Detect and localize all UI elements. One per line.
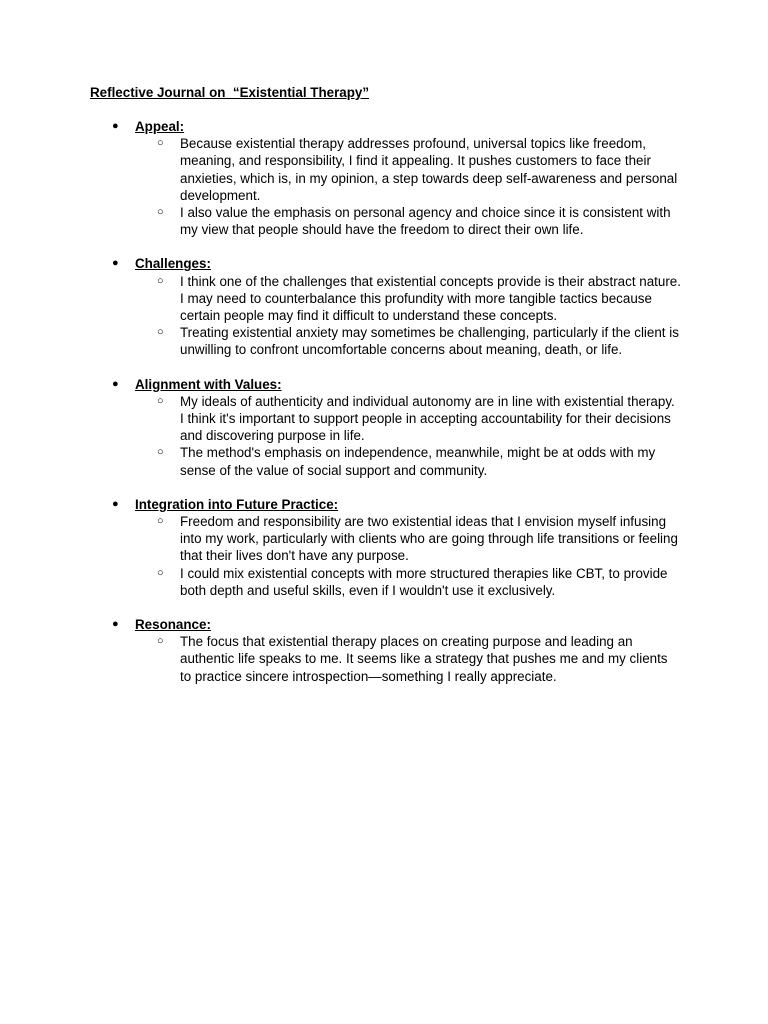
- list-item-text: Because existential therapy addresses profound, universal topics like freedom, meaning, and responsibility, I find it appealing. It pushes customers to face their anxieties, which is, in my opinion, a step towards deep self-awareness and personal development.: [180, 136, 678, 203]
- section-challenges: [0, 255, 768, 358]
- list-item: [0, 565, 768, 599]
- list-item: [0, 633, 768, 685]
- section-heading: Challenges:: [135, 256, 211, 272]
- circle-bullet-icon: ○: [157, 137, 164, 150]
- section-heading: Integration into Future Practice:: [135, 496, 339, 512]
- list-item-text: My ideals of authenticity and individual autonomy are in line with existential therapy. I think it's important to support people in accepting accountability for their decisions and discovering purpose in life.: [180, 393, 675, 444]
- list-item: [0, 273, 768, 325]
- list-item-text: I also value the emphasis on personal agency and choice since it is consistent with my view that people should have the freedom to direct their own life.: [180, 205, 671, 238]
- list-item-text: Freedom and responsibility are two existential ideas that I envision myself infusing into my work, particularly with clients who are going through life transitions or feeling that their lives don't have any purpose.: [180, 514, 678, 564]
- circle-bullet-icon: ○: [157, 446, 164, 459]
- circle-bullet-icon: ○: [157, 326, 164, 339]
- section-resonance: [0, 616, 768, 685]
- bullet-icon: ●: [112, 257, 119, 270]
- circle-bullet-icon: ○: [157, 274, 164, 287]
- bullet-icon: ●: [112, 618, 119, 631]
- section-appeal: [0, 118, 768, 238]
- list-item-text: I could mix existential concepts with more structured therapies like CBT, to provide both depth and useful skills, even if I wouldn't use it exclusively.: [180, 565, 668, 598]
- document-title: Reflective Journal on “Existential Therapy”: [90, 85, 370, 100]
- circle-bullet-icon: ○: [157, 206, 164, 218]
- list-item: [0, 513, 768, 565]
- list-item: [0, 324, 768, 358]
- list-item: [0, 135, 768, 204]
- list-item-text: The method's emphasis on independence, meanwhile, might be at odds with my sense of the value of social support and community.: [180, 445, 656, 478]
- bullet-icon: ●: [112, 497, 119, 510]
- section-alignment-with-values: [0, 376, 768, 479]
- section-heading: Resonance:: [135, 617, 211, 633]
- list-item-text: The focus that existential therapy places on creating purpose and leading an authentic life speaks to me. It seems like a strategy that pushes me and my clients to practice sincere introspection—something I really appreciate.: [180, 634, 668, 684]
- section-list: [0, 118, 768, 702]
- list-item: [0, 393, 768, 445]
- list-item: [0, 204, 768, 238]
- section-heading: Appeal:: [135, 119, 185, 134]
- list-item-text: I think one of the challenges that existential concepts provide is their abstract nature. I may need to counterbalance this profundity with more tangible tactics because certain people may find it difficult to understand these concepts.: [180, 273, 681, 323]
- circle-bullet-icon: ○: [157, 635, 164, 648]
- bullet-icon: ●: [112, 120, 119, 132]
- section-integration-into-future-practice: [0, 496, 768, 599]
- circle-bullet-icon: ○: [157, 394, 164, 407]
- circle-bullet-icon: ○: [157, 515, 164, 527]
- list-item: [0, 444, 768, 478]
- list-item-text: Treating existential anxiety may sometimes be challenging, particularly if the client is unwilling to confront uncomfortable concerns about meaning, death, or life.: [180, 325, 679, 358]
- circle-bullet-icon: ○: [157, 566, 164, 579]
- bullet-icon: ●: [112, 377, 119, 390]
- section-heading: Alignment with Values:: [135, 376, 282, 392]
